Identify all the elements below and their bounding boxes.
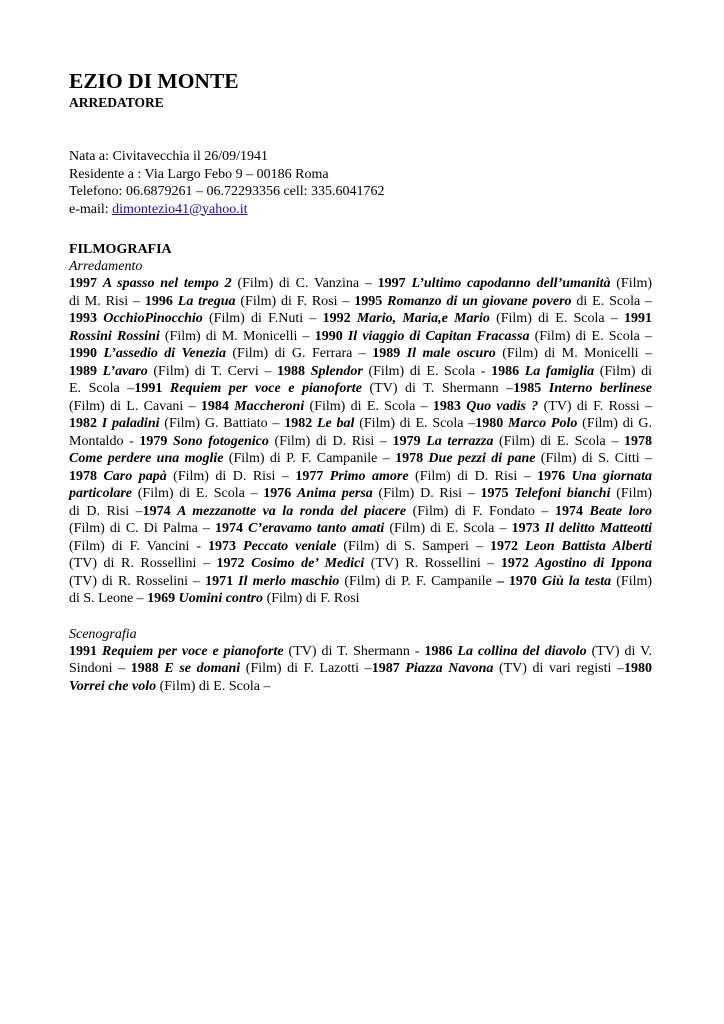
credit-text: (TV) di T. Shermann - [283, 643, 425, 659]
work-title: Cosimo de’ Medici [251, 556, 365, 571]
work-title: Rossini Rossini [69, 328, 160, 344]
credit-text: (TV) di vari registi – [493, 661, 625, 676]
entry-line [69, 345, 652, 363]
work-title: Quo vadis ? [466, 398, 539, 414]
year-text: 1990 [69, 346, 104, 361]
entry-line [69, 485, 652, 503]
credit-text: (Film) di E. Scola – [384, 521, 512, 536]
entry-line [69, 380, 652, 398]
entry-line [69, 643, 652, 661]
work-title: L’ultimo capodanno dell’umanità [411, 276, 611, 291]
credit-text: (Film) [611, 573, 653, 589]
year-text: 1988 [277, 363, 311, 379]
year-text: 1977 [295, 468, 330, 484]
credit-text: (Film) D. Risi – [372, 486, 481, 501]
scenografia-list [69, 643, 652, 696]
work-title: particolare [69, 486, 132, 501]
work-title: Come perdere una moglie [69, 451, 224, 466]
person-role: ARREDATORE [69, 95, 164, 110]
entry-line [69, 660, 652, 678]
entry-line [69, 520, 652, 538]
work-title: Caro papà [103, 468, 167, 484]
entry-line [69, 468, 652, 486]
year-text: 1972 [216, 556, 252, 571]
year-text: 1989 [372, 346, 407, 361]
year-text: 1980 [624, 661, 653, 676]
work-title: OcchioPinocchio [103, 311, 203, 326]
credit-text: (Film) di T. Cervi – [147, 363, 278, 379]
year-text: 1978 [624, 433, 652, 449]
credit-text: (Film) di F. Fondato – [406, 503, 555, 519]
credit-text: (Film) di S. Samperi – [336, 538, 490, 554]
year-text: 1982 [284, 416, 317, 431]
arredamento-subtitle: Arredamento [69, 259, 143, 274]
work-title: Requiem per voce e pianoforte [169, 381, 362, 396]
credit-text: (Film) di E. Scola – [489, 311, 625, 326]
work-title: Il viaggio di Capitan Fracassa [347, 328, 530, 344]
credit-text: (Film) di D. Risi – [408, 468, 538, 484]
credit-text: (Film) di P. F. Campanile – [223, 451, 396, 466]
credit-text: (Film) di M. Monicelli – [495, 346, 652, 361]
work-title: Anima persa [297, 486, 373, 501]
year-text: 1976 [263, 486, 298, 501]
credit-text: (TV) di R. Rossellini – [69, 556, 217, 571]
year-text: 1997 [69, 276, 103, 291]
credit-text: di D. Risi – [69, 503, 143, 519]
credit-text: (Film) di S. Citti – [535, 451, 653, 466]
credit-text: (Film) di F. Vancini - [69, 538, 209, 554]
entry-line [69, 433, 652, 451]
credit-text: (Film) di C. Vanzina – [231, 276, 378, 291]
work-title: Il delitto Matteotti [544, 521, 653, 536]
work-title: Vorrei che volo [69, 678, 157, 694]
scenografia-subtitle: Scenografia [69, 626, 137, 642]
credit-text: (Film) [610, 486, 653, 501]
entry-line [69, 503, 652, 521]
credit-text: (TV) di R. Rosselini – [69, 573, 206, 589]
work-title: Beate loro [589, 503, 653, 519]
filmografia-title: FILMOGRAFIA [69, 242, 172, 257]
work-title: Leon Battista Alberti [524, 538, 653, 554]
work-title: Mario, Maria,e Mario [356, 311, 490, 326]
credit-text: (Film) di L. Cavani – [69, 398, 201, 414]
work-title: Peccato veniale [243, 538, 337, 554]
work-title: L’avaro [102, 363, 148, 379]
year-text: 1974 [142, 503, 178, 519]
work-title: Splendor [310, 363, 363, 379]
credit-text: (Film) di D. Risi – [166, 468, 296, 484]
entry-line [69, 398, 652, 416]
arredamento-list [69, 275, 652, 608]
year-text: 1978 [395, 451, 429, 466]
credit-text: (Film) di G. Ferrara – [225, 346, 373, 361]
work-title: Il merlo maschio [238, 573, 340, 589]
year-text: 1980 [475, 416, 509, 431]
year-text: 1991 [69, 643, 102, 659]
work-title: Interno berlinese [548, 381, 653, 396]
entry-line [69, 450, 652, 468]
credit-text: (Film) di E. Scola – [132, 486, 264, 501]
work-title: C’eravamo tanto amati [248, 521, 385, 536]
year-text: 1971 [205, 573, 239, 589]
work-title: La tregua [177, 293, 236, 309]
work-title: Primo amore [329, 468, 409, 484]
email-label: e-mail: [69, 201, 113, 217]
credit-text: (Film) di F. Lazotti – [240, 661, 372, 676]
year-text: 1979 [139, 433, 174, 449]
work-title: Requiem per voce e pianoforte [101, 643, 284, 659]
credit-text: (Film) di [594, 363, 653, 379]
work-title: Piazza Navona [405, 661, 494, 676]
entry-line [69, 310, 652, 328]
year-text: 1973 [208, 538, 244, 554]
work-title: I paladini [101, 416, 160, 431]
work-title: Giù la testa [541, 573, 612, 589]
credit-text: (TV) di F. Rossi – [538, 398, 653, 414]
year-text: 1969 [147, 591, 179, 606]
year-text: 1978 [69, 468, 104, 484]
resume-page [69, 70, 652, 695]
work-title: Maccheroni [234, 398, 305, 414]
year-text: 1984 [200, 398, 235, 414]
entry-line [69, 275, 652, 293]
year-text: 1986 [491, 363, 525, 379]
year-text: 1995 [354, 293, 388, 309]
year-text: 1989 [69, 363, 103, 379]
work-title: Due pezzi di pane [428, 451, 536, 466]
credit-text: (TV) di T. Shermann – [361, 381, 514, 396]
work-title: Le bal [316, 416, 355, 431]
credit-text: (TV) R. Rossellini – [364, 556, 501, 571]
work-title: Telefoni bianchi [514, 486, 611, 501]
credit-text: (Film) di D. Risi – [268, 433, 393, 449]
work-title: La collina del diavolo [457, 643, 587, 659]
year-text: 1992 [322, 311, 357, 326]
phone-info: Telefono: 06.6879261 – 06.72293356 cell: 335.6041762 [69, 184, 385, 199]
entry-line [69, 538, 652, 556]
work-title: La famiglia [524, 363, 595, 379]
credit-text: (Film) di E. Scola – [529, 328, 653, 344]
year-text: 1974 [554, 503, 590, 519]
year-text: 1986 [424, 643, 458, 659]
year-text: 1979 [392, 433, 427, 449]
year-text: 1974 [214, 521, 249, 536]
work-title: Il male oscuro [406, 346, 496, 361]
person-name: EZIO DI MONTE [69, 69, 239, 93]
work-title: Romanzo di un giovane povero [387, 293, 572, 309]
credit-text: (Film) di E. Scola – [493, 433, 624, 449]
residence-info: Residente a : Via Largo Febo 9 – 00186 Roma [69, 166, 329, 182]
credit-text: E. Scola – [69, 381, 135, 396]
year-text: 1983 [432, 398, 467, 414]
credit-text: Sindoni – [69, 661, 131, 676]
year-text: 1991 [624, 311, 653, 326]
year-text: 1972 [500, 556, 536, 571]
email-info [69, 201, 652, 219]
work-title: Marco Polo [508, 416, 578, 431]
work-title: A spasso nel tempo 2 [102, 276, 232, 291]
year-text: 1990 [314, 328, 348, 344]
birth-info: Nata a: Civitavecchia il 26/09/1941 [69, 149, 269, 164]
entry-line [69, 555, 652, 573]
credit-text: di E. Scola – [571, 293, 653, 309]
credit-text: (Film) di E. Scola – [354, 416, 476, 431]
credit-text: (TV) di V. [586, 643, 652, 659]
year-text: 1973 [511, 521, 545, 536]
credit-text: di S. Leone – [69, 591, 148, 606]
year-text: 1985 [513, 381, 549, 396]
credit-text: (Film) di P. F. Campanile [339, 573, 497, 589]
work-title: A mezzanotte va la ronda del piacere [177, 503, 407, 519]
entry-line [69, 590, 652, 608]
year-text: 1987 [371, 661, 406, 676]
credit-text: (Film) di E. Scola - [362, 363, 492, 379]
year-text: 1988 [130, 661, 165, 676]
work-title: Una giornata [571, 468, 653, 484]
year-text: 1996 [144, 293, 178, 309]
credit-text: (Film) di E. Scola – [156, 678, 271, 694]
credit-text: Montaldo - [69, 433, 140, 449]
entry-line [69, 293, 652, 311]
credit-text: (Film) di F.Nuti – [202, 311, 323, 326]
work-title: L’assedio di Venezia [103, 346, 226, 361]
entry-line [69, 328, 652, 346]
credit-text: di M. Risi – [69, 293, 145, 309]
year-text: 1997 [377, 276, 412, 291]
year-text: 1976 [537, 468, 572, 484]
entry-line [69, 573, 652, 591]
entry-line [69, 415, 652, 433]
entry-line [69, 678, 652, 696]
credit-text: (Film) [610, 276, 653, 291]
work-title: E se domani [164, 661, 241, 676]
work-title: Sono fotogenico [173, 433, 269, 449]
entry-line [69, 363, 652, 381]
work-title: Uomini contro [178, 591, 264, 606]
credit-text: (Film) di C. Di Palma – [69, 521, 215, 536]
year-text: 1982 [69, 416, 102, 431]
year-text: 1975 [480, 486, 515, 501]
credit-text: (Film) di M. Monicelli – [159, 328, 315, 344]
contact-block [69, 148, 652, 218]
email-link[interactable]: dimontezio41@yahoo.it [112, 201, 248, 217]
work-title: La terrazza [426, 433, 494, 449]
credit-text: (Film) di G. [577, 416, 653, 431]
credit-text: (Film) di E. Scola – [304, 398, 433, 414]
work-title: Agostino di Ippona [535, 556, 652, 571]
year-text: 1972 [489, 538, 525, 554]
year-text: – 1970 [496, 573, 542, 589]
credit-text: (Film) G. Battiato – [159, 416, 285, 431]
credit-text: (Film) di F. Rosi – [235, 293, 355, 309]
year-text: 1991 [134, 381, 170, 396]
credit-text: (Film) di F. Rosi [263, 591, 360, 606]
year-text: 1993 [69, 311, 104, 326]
